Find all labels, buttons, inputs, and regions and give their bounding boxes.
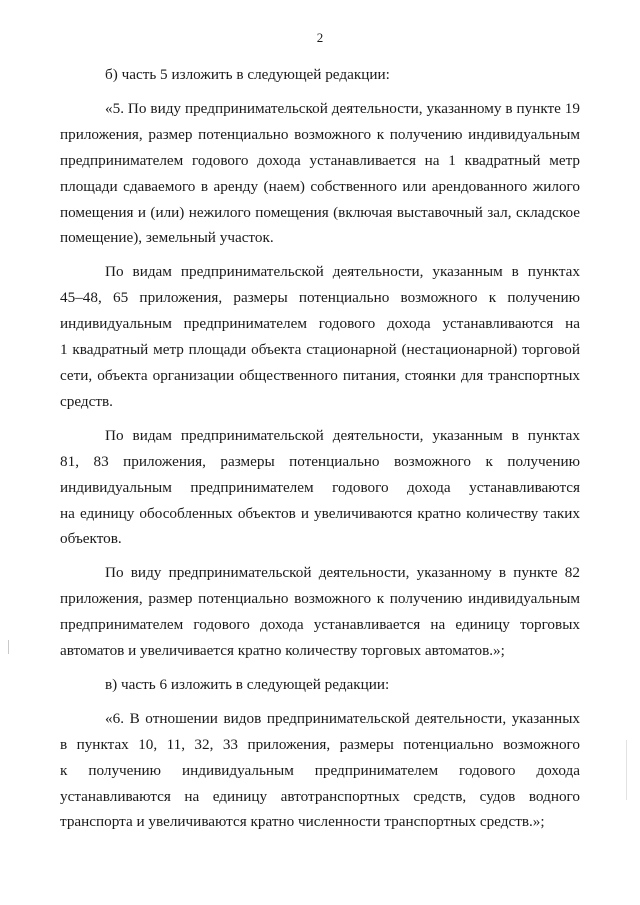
text-line: индивидуальным предпринимателем годового дохода устанавливаются на	[60, 315, 580, 333]
scan-artifact	[626, 740, 627, 800]
paragraph-items-45-48	[60, 259, 580, 414]
document-body	[60, 62, 580, 843]
paragraph-items-81-83	[60, 423, 580, 553]
scan-artifact	[8, 640, 9, 654]
paragraph-part6-text	[60, 706, 580, 836]
text-line: средств.	[60, 392, 113, 410]
text-line: предпринимателем годового дохода устанавливается на 1 квадратный метр	[60, 151, 580, 169]
text-line: автоматов и увеличивается кратно количеству торговых автоматов.»;	[60, 642, 505, 660]
text-line: объектов.	[60, 530, 122, 548]
text-line: индивидуальным предпринимателем годового дохода устанавливаются	[60, 478, 580, 496]
text-line: «5. По виду предпринимательской деятельности, указанному в пункте 19	[105, 99, 580, 117]
text-line: приложения, размер потенциально возможного к получению индивидуальным	[60, 590, 580, 608]
text-line: 1 квадратный метр площади объекта стационарной (нестационарной) торговой	[60, 341, 580, 359]
text-line: 81, 83 приложения, размеры потенциально возможного к получению	[60, 452, 580, 470]
text-line: сети, объекта организации общественного питания, стоянки для транспортных	[60, 366, 580, 384]
text-line: б) часть 5 изложить в следующей редакции:	[105, 66, 390, 83]
text-line: предпринимателем годового дохода устанавливается на единицу торговых	[60, 616, 580, 634]
text-line: в) часть 6 изложить в следующей редакции:	[105, 675, 390, 693]
paragraph-part5-text	[60, 96, 580, 251]
text-line: на единицу обособленных объектов и увеличиваются кратно количеству таких	[60, 504, 580, 522]
paragraph-part5-intro	[60, 62, 580, 88]
text-line: помещения и (или) нежилого помещения (включая выставочный зал, складское	[60, 203, 580, 221]
paragraph-item-82	[60, 560, 580, 664]
text-line: к получению индивидуальным предпринимателем годового дохода	[60, 761, 580, 779]
text-line: «6. В отношении видов предпринимательской деятельности, указанных	[105, 709, 580, 727]
text-line: площади сдаваемого в аренду (наем) собственного или арендованного жилого	[60, 177, 580, 195]
text-line: в пунктах 10, 11, 32, 33 приложения, размеры потенциально возможного	[60, 735, 580, 753]
text-line: По видам предпринимательской деятельности, указанным в пунктах	[105, 263, 580, 281]
text-line: По виду предпринимательской деятельности, указанному в пункте 82	[105, 564, 580, 582]
text-line: По видам предпринимательской деятельности, указанным в пунктах	[105, 426, 580, 444]
text-line: 45–48, 65 приложения, размеры потенциально возможного к получению	[60, 289, 580, 307]
paragraph-part6-intro	[60, 672, 580, 698]
text-line: транспорта и увеличиваются кратно численности транспортных средств.»;	[60, 813, 545, 831]
text-line: помещение), земельный участок.	[60, 229, 274, 247]
text-line: устанавливаются на единицу автотранспортных средств, судов водного	[60, 787, 580, 805]
text-line: приложения, размер потенциально возможного к получению индивидуальным	[60, 125, 580, 143]
page-number: 2	[316, 30, 324, 45]
